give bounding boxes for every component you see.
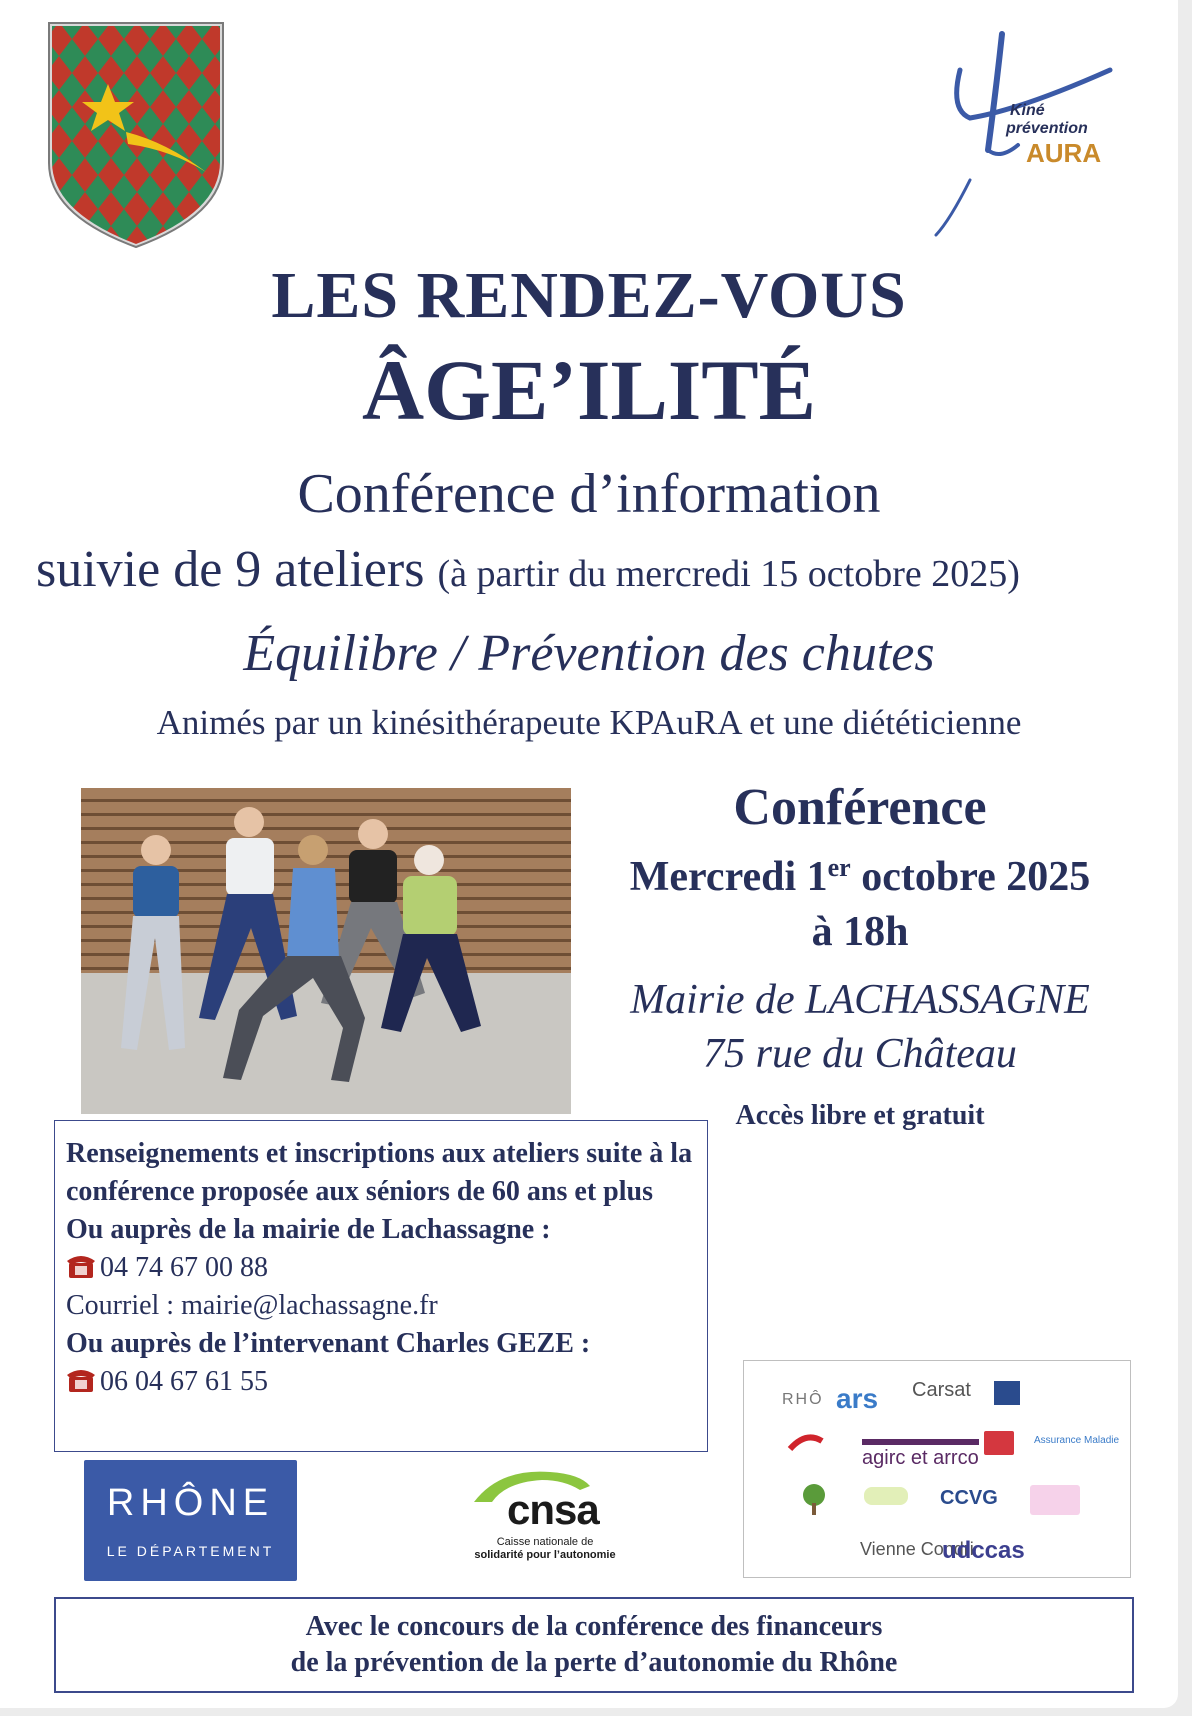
partners-logos-panel [743, 1360, 1131, 1578]
registration-intro: Renseignements et inscriptions aux ateliers suite à la conférence proposée aux séniors de 60 ans et plus [66, 1138, 693, 1207]
partner-logo-assurance-maladie: Assurance Maladie [1034, 1435, 1120, 1446]
partner-logo-lyonnais [864, 1487, 908, 1505]
subtitle-line1: Conférence d’information [297, 463, 881, 525]
footer-line2: de la prévention de la perte d’autonomie du Rhône [290, 1647, 898, 1678]
conference-month-year: octobre 2025 [850, 854, 1091, 900]
rhone-name: RHÔNE [106, 1482, 275, 1524]
conference-time: à 18h [811, 909, 909, 955]
kine-logo-line1: Kiné [1010, 102, 1045, 119]
partner-logo-square [994, 1381, 1020, 1405]
partner-logo-udccas: udccas [942, 1537, 1025, 1564]
partner-logo-red [984, 1431, 1014, 1455]
theme-heading: Équilibre / Prévention des chutes [243, 625, 935, 682]
kine-logo-line3: AURA [1026, 138, 1102, 168]
mairie-contact-label: Ou auprès de la mairie de Lachassagne : [66, 1214, 551, 1245]
footer-funders-box [54, 1597, 1134, 1693]
registration-info-box [54, 1120, 708, 1452]
subtitle-line2 [36, 540, 1020, 599]
footer-line1: Avec le concours de la conférence des financeurs [305, 1611, 883, 1642]
kine-prevention-aura-logo [930, 30, 1130, 240]
subtitle-line2-main: suivie de 9 ateliers [36, 541, 425, 598]
seniors-exercise-photo [81, 788, 571, 1114]
partner-logo-carsat: Carsat [912, 1379, 971, 1401]
cnsa-line2: solidarité pour l’autonomie [474, 1549, 616, 1561]
conference-place: Mairie de LACHASSAGNE [630, 977, 1090, 1023]
partner-logo-anah [786, 1431, 826, 1459]
intervenant-contact-label: Ou auprès de l’intervenant Charles GEZE : [66, 1328, 591, 1359]
intervenant-phone[interactable]: 06 04 67 61 55 [100, 1366, 268, 1397]
subtitle-line2-detail: (à partir du mercredi 15 octobre 2025) [437, 553, 1020, 595]
partner-logo-beaujolais [1030, 1485, 1080, 1515]
cnsa-logo [470, 1466, 620, 1566]
conference-heading: Conférence [733, 779, 987, 836]
partner-logo-agirc-arrco: agirc et arrco [862, 1439, 979, 1470]
conference-day-sup: er [827, 853, 851, 882]
telephone-icon [66, 1365, 96, 1393]
mairie-phone-row [66, 1249, 697, 1287]
cnsa-line1: Caisse nationale de [496, 1536, 594, 1548]
title-line1: LES RENDEZ-VOUS [271, 259, 907, 332]
rhone-departement-logo [84, 1460, 297, 1581]
conference-street: 75 rue du Château [703, 1031, 1017, 1077]
partner-logo-vienne-condri: Vienne Condri [860, 1539, 974, 1559]
intervenant-phone-row [66, 1363, 697, 1401]
rhone-dept: LE DÉPARTEMENT [106, 1543, 275, 1559]
partner-logo-ccvg: CCVG [940, 1487, 998, 1509]
kine-logo-line2: prévention [1006, 120, 1088, 137]
conference-day: Mercredi 1 [629, 854, 828, 900]
telephone-icon [66, 1251, 96, 1279]
cnsa-word: cnsa [507, 1486, 599, 1533]
mairie-phone[interactable]: 04 74 67 00 88 [100, 1252, 268, 1283]
coat-of-arms-logo [46, 22, 226, 248]
partner-logo-rho: RHÔ [782, 1391, 824, 1408]
animators-text: Animés par un kinésithérapeute KPAuRA et une diététicienne [156, 703, 1022, 742]
partner-logo-tree [796, 1481, 832, 1517]
mairie-email[interactable]: Courriel : mairie@lachassagne.fr [66, 1290, 438, 1321]
partner-logo-ars: ars [836, 1383, 879, 1414]
conference-access: Accès libre et gratuit [735, 1100, 985, 1131]
title-line2: ÂGE’ILITÉ [361, 342, 817, 438]
conference-date [560, 853, 1160, 901]
